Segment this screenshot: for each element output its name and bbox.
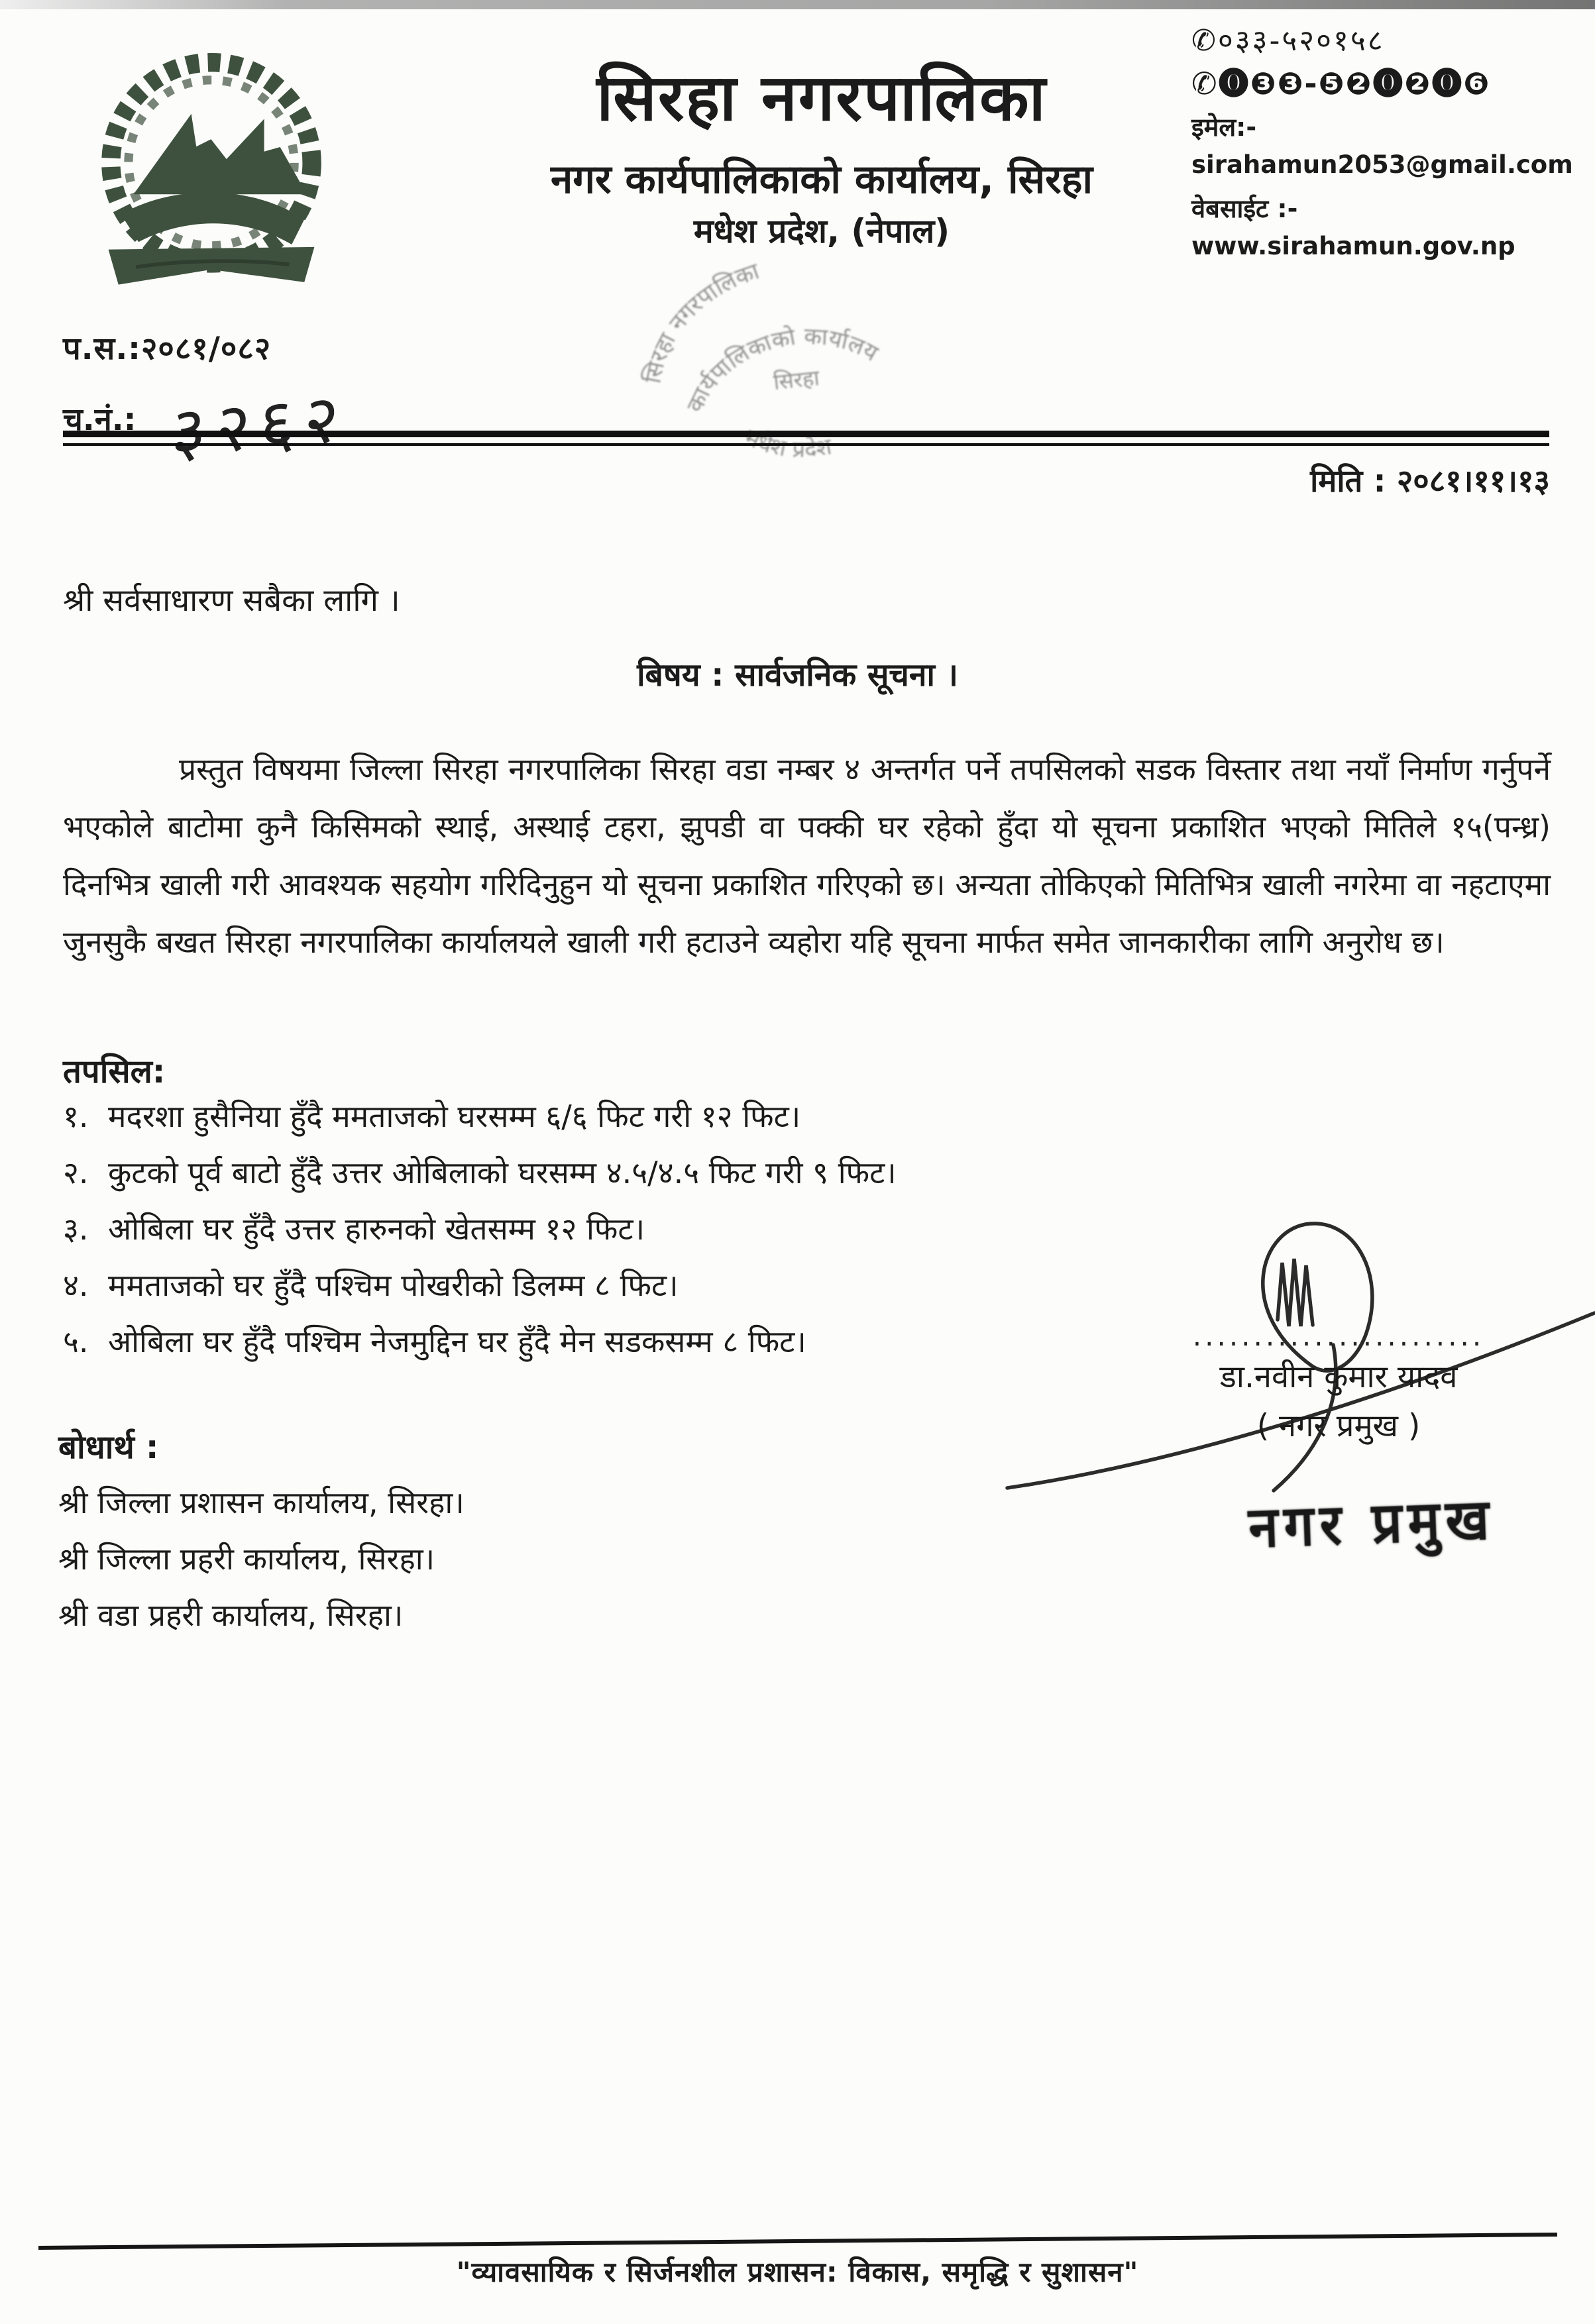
province-line: मधेश प्रदेश, (नेपाल)	[693, 212, 950, 250]
cc-list	[58, 1483, 465, 1652]
list-item	[63, 1209, 1189, 1265]
email-address: sirahamun2053@gmail.com	[1191, 150, 1573, 179]
letterhead	[398, 58, 1246, 252]
dispatch-number-label: च.नं.:	[63, 401, 137, 438]
municipality-emblem-logo	[85, 41, 338, 305]
phone-icon: ✆	[1191, 66, 1219, 101]
svg-text:सिरहा नगरपालिका	[628, 257, 773, 388]
dispatch-number-handwritten: ३२६२	[170, 378, 349, 474]
footer-divider-rule	[38, 2233, 1557, 2250]
stamp-arc-bottom: मधेश प्रदेश	[740, 424, 834, 464]
item-text: कुटको पूर्व बाटो हुँदै उत्तर ओबिलाको घरसम्म ४.५/४.५ फिट गरी ९ फिट।	[108, 1155, 897, 1190]
cc-item: श्री वडा प्रहरी कार्यालय, सिरहा।	[58, 1597, 404, 1633]
signature-block	[1127, 1317, 1551, 1446]
email-line	[1191, 109, 1582, 184]
svg-text:कार्यपालिकाको कार्यालय	[675, 314, 889, 419]
ref-number-line: प.स.:२०८१/०८२	[63, 331, 272, 367]
list-item	[63, 1153, 1189, 1209]
footer-motto: "व्यावसायिक र सिर्जनशील प्रशासन: विकास, समृद्धि र सुशासन"	[456, 2256, 1139, 2288]
stamp-center-text: सिरहा	[772, 365, 821, 396]
website-url: www.sirahamun.gov.np	[1191, 232, 1515, 260]
office-name: नगर कार्यपालिकाको कार्यालय, सिरहा	[550, 156, 1093, 203]
item-number: २.	[63, 1155, 89, 1190]
municipality-name: सिरहा नगरपालिका	[596, 60, 1047, 135]
body-paragraph: प्रस्तुत विषयमा जिल्ला सिरहा नगरपालिका सिरहा वडा नम्बर ४ अन्तर्गत पर्ने तपसिलको सडक विस्तार तथा नयाँ निर्माण गर्नुपर्ने भएकोले बाटोमा कुनै किसिमको स्थाई, अस्थाई टहरा, झुपडी वा पक्की घर रहेको हुँदा यो सूचना प्रकाशित भएको मितिले १५(पन्ध्र) दिनभित्र खाली गरी आवश्यक सहयोग गरिदिनुहुन यो सूचना प्रकाशित गरिएको छ। अन्यता तोकिएको मितिभित्र खाली नगरेमा वा नहटाएमा जुनसुकै बखत सिरहा नगरपालिका कार्यालयले खाली गरी हटाउने व्यहोरा यहि सूचना मार्फत समेत जानकारीका लागि अनुरोध छ।	[63, 751, 1551, 960]
item-number: ५.	[63, 1324, 89, 1359]
addressee-line: श्री सर्वसाधारण सबैका लागि ।	[63, 582, 400, 619]
list-item	[63, 1322, 1189, 1378]
cc-item: श्री जिल्ला प्रशासन कार्यालय, सिरहा।	[58, 1485, 465, 1520]
email-label: इमेल:-	[1191, 113, 1257, 142]
scan-edge-artifact	[0, 0, 1595, 9]
phone-line-2	[1191, 65, 1582, 102]
contact-block	[1191, 23, 1582, 265]
phone-number-1: ०३३-५२०१५८	[1217, 24, 1385, 58]
item-text: ओबिला घर हुँदै पश्चिम नेजमुद्दिन घर हुँदै मेन सडकसम्म ८ फिट।	[108, 1324, 806, 1359]
date-line: मिति : २०८१।११।१३	[1310, 463, 1550, 500]
cc-heading: बोधार्थ :	[58, 1428, 159, 1466]
stamp-arc-top: सिरहा नगरपालिका	[639, 258, 763, 386]
item-text: मदरशा हुसैनिया हुँदै ममताजको घरसम्म ६/६ फिट गरी १२ फिट।	[108, 1098, 801, 1134]
phone-line-1	[1191, 23, 1582, 60]
cc-item: श्री जिल्ला प्रहरी कार्यालय, सिरहा।	[58, 1541, 435, 1577]
signatory-name: डा.नवीन कुमार यादव	[1219, 1359, 1458, 1395]
header-divider-rule	[63, 431, 1549, 446]
tapasil-list	[63, 1096, 1189, 1378]
dispatch-number-line	[63, 376, 349, 474]
stamp-arc-mid: कार्यपालिकाको कार्यालय	[681, 323, 883, 417]
website-line	[1191, 190, 1582, 265]
list-item	[63, 1265, 1189, 1322]
item-text: ओबिला घर हुँदै उत्तर हारुनको खेतसम्म १२ फिट।	[108, 1211, 645, 1247]
signature-dotted-line: ........................	[1192, 1320, 1485, 1352]
item-number: १.	[63, 1098, 89, 1134]
tapasil-heading: तपसिल:	[63, 1053, 166, 1090]
list-item	[63, 1096, 1189, 1153]
phone-number-2: ⓿❸❸-❺❷⓿❷⓿❻	[1218, 66, 1491, 101]
item-text: ममताजको घर हुँदै पश्चिम पोखरीको डिलम्म ८ फिट।	[108, 1267, 679, 1303]
item-number: ४.	[63, 1267, 89, 1303]
subject-line: बिषय : सार्वजनिक सूचना ।	[637, 657, 958, 694]
website-label: वेबसाईट :-	[1191, 194, 1298, 223]
mayor-ink-stamp: नगर प्रमुख	[1247, 1486, 1496, 1561]
signatory-designation: ( नगर प्रमुख )	[1256, 1408, 1421, 1444]
item-number: ३.	[63, 1211, 89, 1247]
phone-icon: ✆	[1191, 24, 1218, 58]
